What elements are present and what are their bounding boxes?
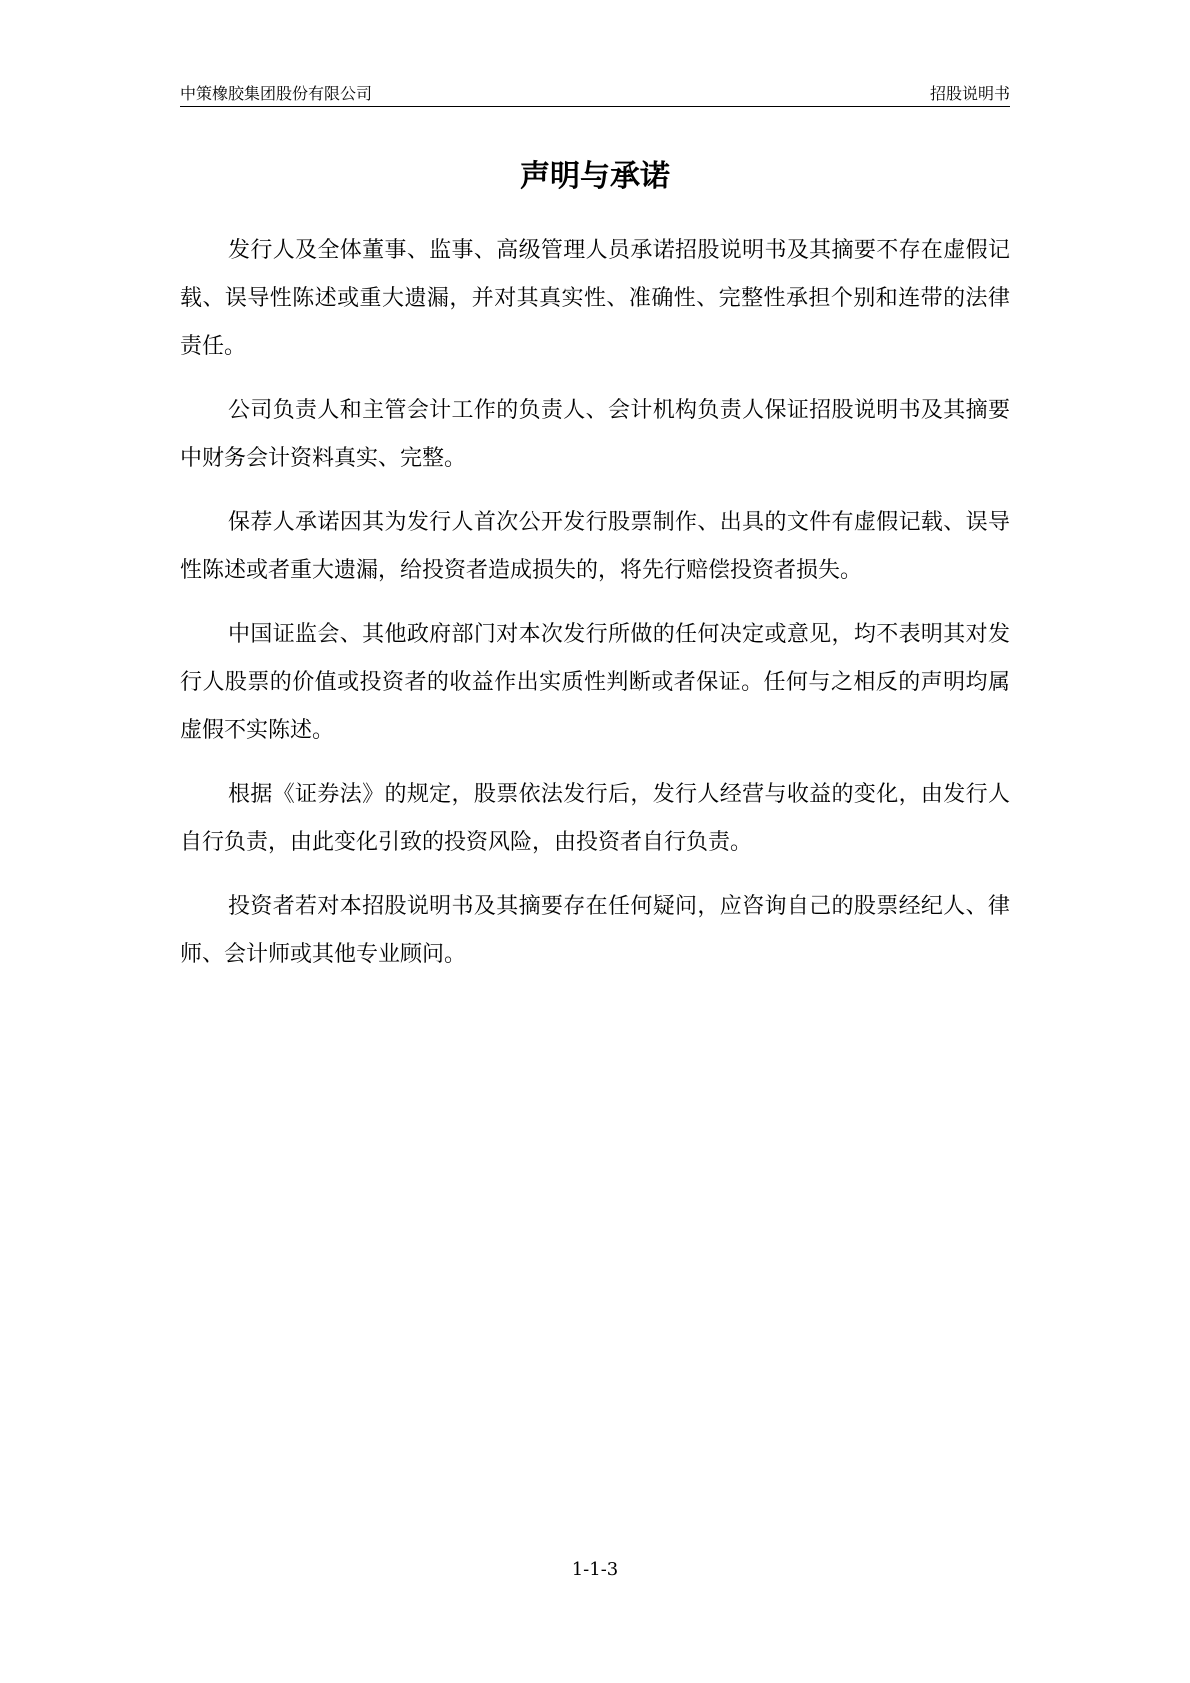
paragraph-securities-law: 根据《证券法》的规定，股票依法发行后，发行人经营与收益的变化，由发行人自行负责，由此变化引致的投资风险，由投资者自行负责。 bbox=[180, 782, 1010, 855]
paragraph-issuer-commitment: 发行人及全体董事、监事、高级管理人员承诺招股说明书及其摘要不存在虚假记载、误导性陈述或重大遗漏，并对其真实性、准确性、完整性承担个别和连带的法律责任。 bbox=[180, 238, 1010, 359]
paragraph-csrc-disclaimer: 中国证监会、其他政府部门对本次发行所做的任何决定或意见，均不表明其对发行人股票的价值或投资者的收益作出实质性判断或者保证。任何与之相反的声明均属虚假不实陈述。 bbox=[180, 622, 1010, 743]
paragraph-sponsor-commitment: 保荐人承诺因其为发行人首次公开发行股票制作、出具的文件有虚假记载、误导性陈述或者重大遗漏，给投资者造成损失的，将先行赔偿投资者损失。 bbox=[180, 510, 1010, 583]
body-text bbox=[180, 227, 1010, 995]
paragraph-investor-advice: 投资者若对本招股说明书及其摘要存在任何疑问，应咨询自己的股票经纪人、律师、会计师或其他专业顾问。 bbox=[180, 894, 1010, 967]
header-company-name: 中策橡胶集团股份有限公司 bbox=[180, 84, 373, 103]
paragraph-financial-guarantee: 公司负责人和主管会计工作的负责人、会计机构负责人保证招股说明书及其摘要中财务会计资料真实、完整。 bbox=[180, 398, 1010, 471]
header-document-type: 招股说明书 bbox=[929, 84, 1010, 103]
page-number: 1-1-3 bbox=[571, 1559, 619, 1580]
page-title: 声明与承诺 bbox=[520, 159, 670, 194]
page-header bbox=[180, 86, 1010, 107]
